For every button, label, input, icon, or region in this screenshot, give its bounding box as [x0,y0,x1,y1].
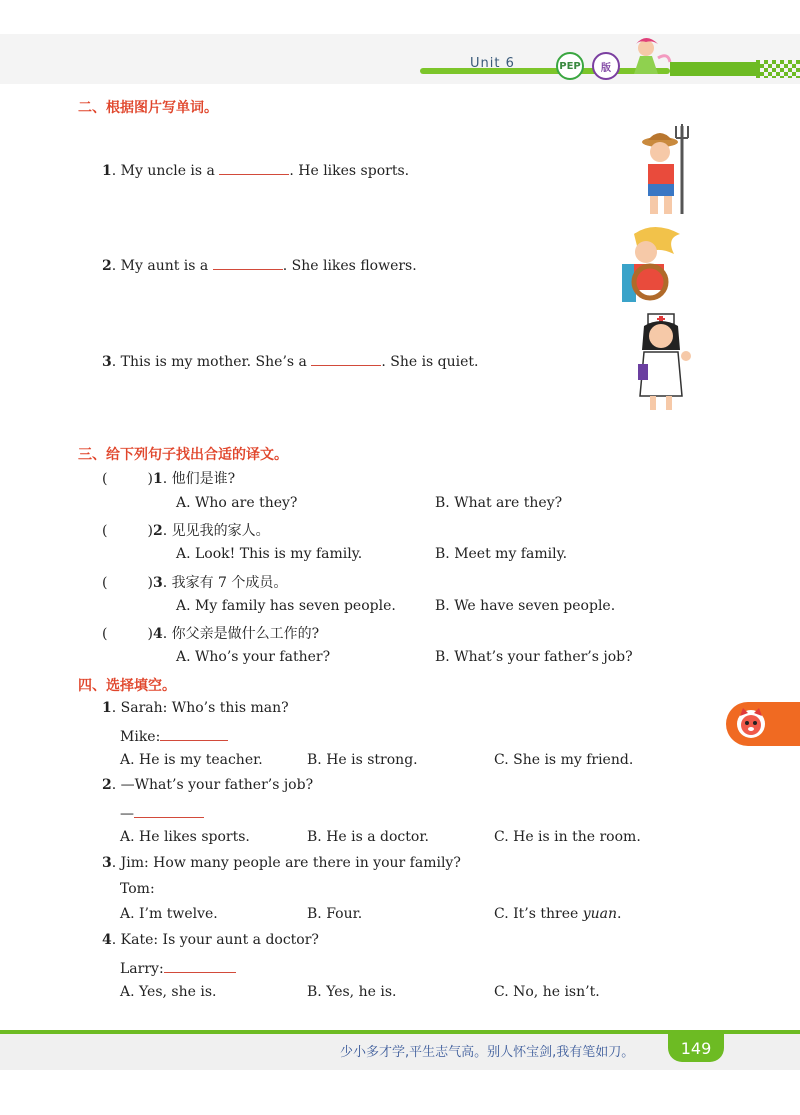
nurse-icon [636,310,692,412]
s4-q4-option-b: B. Yes, he is. [307,984,397,1000]
s4-q4-option-c: C. No, he isn’t. [494,984,600,1000]
s3-item-1-option-a: A. Who are they? [176,495,298,511]
cartoon-cat-icon [734,706,768,740]
pep-badge: PEP [556,52,584,80]
answer-blank[interactable] [164,958,236,973]
s4-q1: 1. Sarah: Who’s this man? [102,700,289,716]
s2-item-2: 2. My aunt is a . She likes flowers. [102,255,417,274]
s4-q4-option-a: A. Yes, she is. [120,984,217,1000]
s4-q1-option-a: A. He is my teacher. [120,752,263,768]
s3-item-4-option-b: B. What’s your father’s job? [435,649,633,665]
header-checker-pattern [752,60,800,78]
s4-q3-option-b: B. Four. [307,906,363,922]
answer-blank[interactable] [311,351,381,366]
s4-q3: 3. Jim: How many people are there in your family? [102,855,461,871]
s4-q4-reply: Larry: [120,958,236,977]
s3-item-3-option-b: B. We have seven people. [435,598,616,614]
s3-item-3-option-a: A. My family has seven people. [176,598,396,614]
section2-title: 二、根据图片写单词。 [78,100,218,116]
s2-item-1: 1. My uncle is a . He likes sports. [102,160,409,179]
answer-blank[interactable] [219,160,289,175]
s3-item-1-option-b: B. What are they? [435,495,563,511]
edition-badge: 版 [592,52,620,80]
s3-item-4: ( )4. 你父亲是做什么工作的? [102,626,320,642]
s4-q2-option-a: A. He likes sports. [120,829,250,845]
s4-q1-reply: Mike: [120,726,228,745]
s4-q1-option-c: C. She is my friend. [494,752,634,768]
answer-blank[interactable] [134,803,204,818]
s2-item-3: 3. This is my mother. She’s a . She is quiet. [102,351,479,370]
answer-blank[interactable] [160,726,228,741]
s4-q2: 2. —What’s your father’s job? [102,777,314,793]
answer-blank[interactable] [213,255,283,270]
unit-label: Unit 6 [470,56,515,71]
farmer-icon [638,122,694,218]
s4-q2-option-c: C. He is in the room. [494,829,641,845]
s3-item-2: ( )2. 见见我的家人。 [102,523,270,539]
s3-item-2-option-b: B. Meet my family. [435,546,568,562]
s4-q4: 4. Kate: Is your aunt a doctor? [102,932,319,948]
driver-icon [614,224,686,304]
s4-q3-option-c: C. It’s three yuan. [494,906,622,922]
page-number: 149 [668,1034,724,1062]
s4-q2-reply: — [120,803,204,822]
header-green-bar [670,62,760,76]
s3-item-1: ( )1. 他们是谁? [102,471,236,487]
s4-q3-option-a: A. I’m twelve. [120,906,218,922]
fairy-mascot-icon [622,36,672,80]
s4-q1-option-b: B. He is strong. [307,752,418,768]
section4-title: 四、选择填空。 [78,678,176,694]
header-band [0,34,800,84]
s3-item-4-option-a: A. Who’s your father? [176,649,331,665]
footer-motto: 少小多才学,平生志气高。别人怀宝剑,我有笔如刀。 [340,1045,635,1060]
s3-item-2-option-a: A. Look! This is my family. [176,546,363,562]
s4-q2-option-b: B. He is a doctor. [307,829,429,845]
s4-q3-reply: Tom: [120,881,155,897]
s3-item-3: ( )3. 我家有 7 个成员。 [102,575,288,591]
section3-title: 三、给下列句子找出合适的译文。 [78,447,288,463]
